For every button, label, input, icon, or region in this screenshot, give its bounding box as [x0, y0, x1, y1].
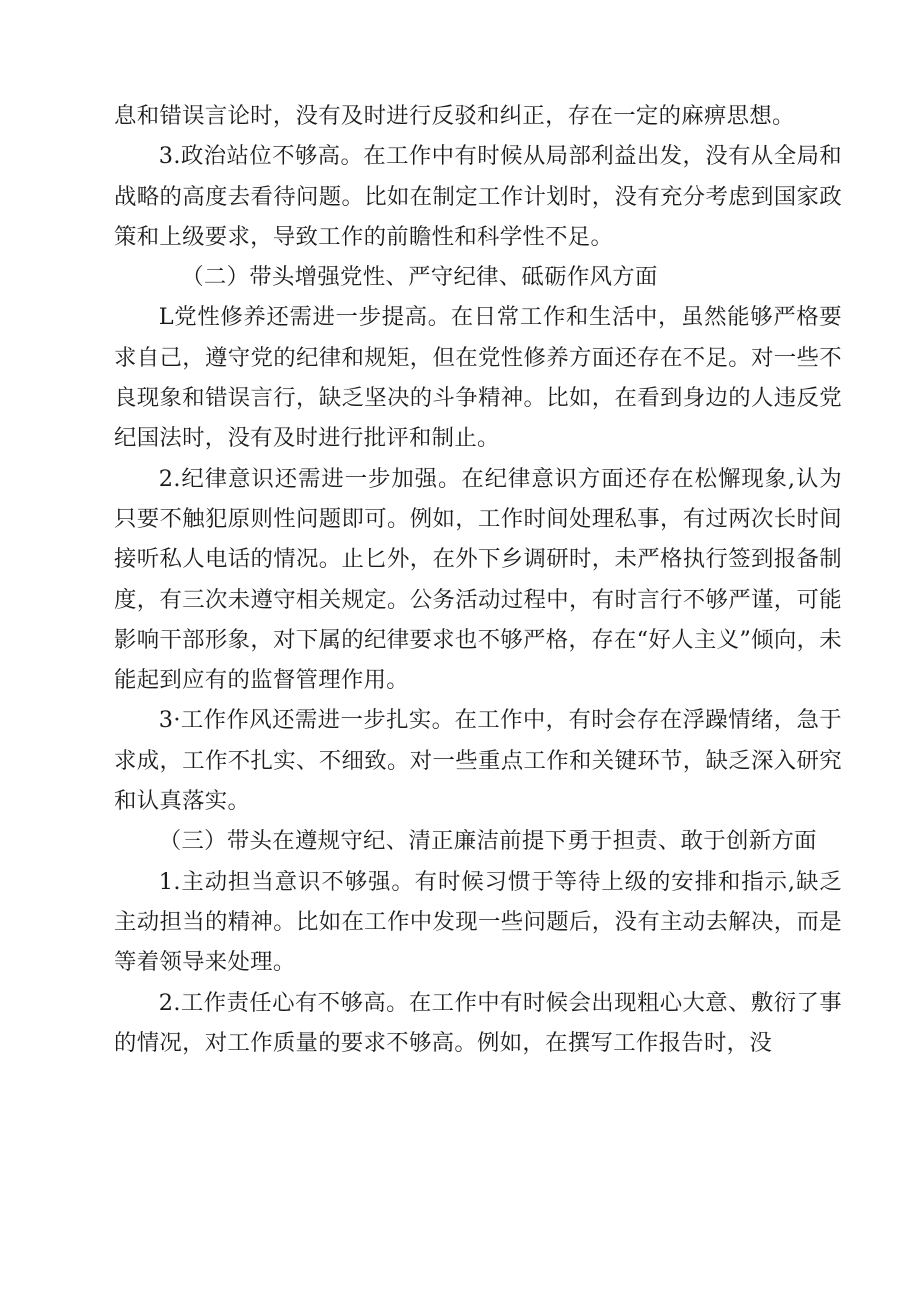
section-heading-2: （二）带头增强党性、严守纪律、砥砺作风方面 — [181, 264, 658, 291]
document-body — [114, 96, 842, 1063]
paragraph-continuation: 息和错误言论时，没有及时进行反驳和纠正，存在一定的麻痹思想。 — [114, 103, 795, 129]
section-heading-3: （三）带头在遵规守纪、清正廉洁前提下勇于担责、敢于创新方面 — [158, 828, 817, 855]
paragraph-item-2-discipline: 2.纪律意识还需进一步加强。在纪律意识方面还存在松懈现象,认为只要不触犯原则性问题即可。例如，工作时间处理私事，有过两次长时间接听私人电话的情况。止匕外，在外下乡调研时，未严格执行签到报备制度，有三次未遵守相关规定。公务活动过程中，有时言行不够严谨，可能影响干部形象，对下属的纪律要求也不够严格，存在“好人主义”倾向，未能起到应有的监督管理作用。 — [114, 465, 842, 694]
paragraph-item-1-party-spirit: L党性修养还需进一步提高。在日常工作和生活中，虽然能够严格要求自己，遵守党的纪律和规矩，但在党性修养方面还存在不足。对一些不良现象和错误言行，缺乏坚决的斗争精神。比如，在看到身边的人违反党纪国法时，没有及时进行批评和制止。 — [114, 304, 842, 452]
paragraph-item-1-responsibility: 1.主动担当意识不够强。有时候习惯于等待上级的安排和指示,缺乏主动担当的精神。比如在工作中发现一些问题后，没有主动去解决，而是等着领导来处理。 — [114, 868, 842, 976]
paragraph-item-2-sense-of-duty: 2.工作责任心有不够高。在工作中有时候会出现粗心大意、敷衍了事的情况，对工作质量的要求不够高。例如，在撰写工作报告时，没 — [114, 989, 842, 1056]
paragraph-item-3-work-style: 3·工作作风还需进一步扎实。在工作中，有时会存在浮躁情绪，急于求成，工作不扎实、不细致。对一些重点工作和关键环节，缺乏深入研究和认真落实。 — [114, 707, 842, 815]
paragraph-item-3-political-stance: 3.政治站位不够高。在工作中有时候从局部利益出发，没有从全局和战略的高度去看待问题。比如在制定工作计划时，没有充分考虑到国家政策和上级要求，导致工作的前瞻性和科学性不足。 — [114, 143, 842, 250]
